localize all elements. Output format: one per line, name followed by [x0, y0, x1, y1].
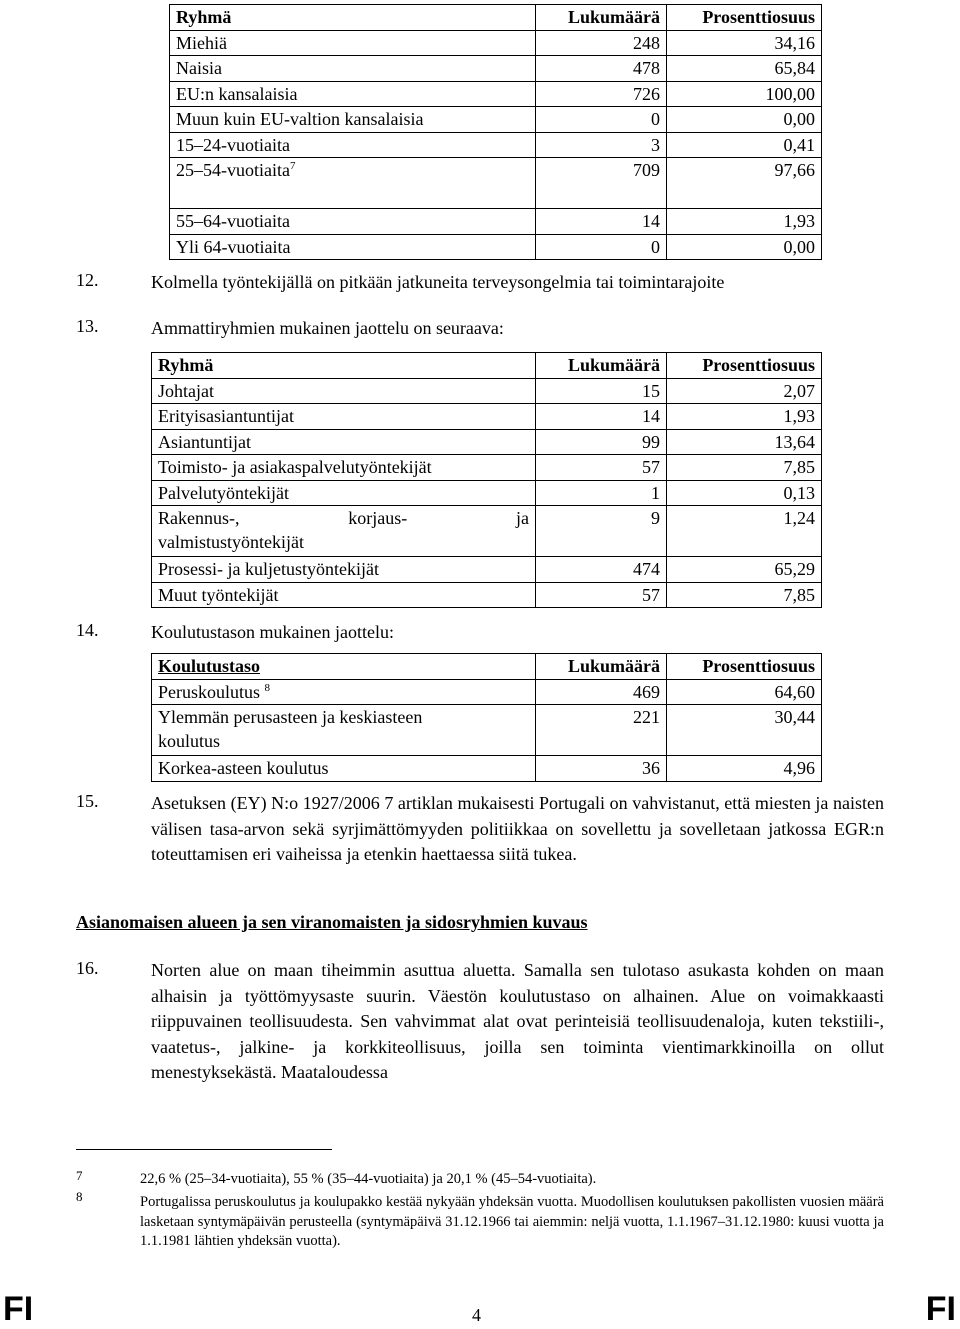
- percent-cell: 0,00: [667, 107, 822, 133]
- count-cell: 221: [536, 705, 667, 756]
- footnote-number: 7: [76, 1168, 83, 1183]
- education-table: [151, 653, 822, 782]
- table-row: [152, 582, 822, 608]
- occupation-cell: Asiantuntijat: [152, 429, 536, 455]
- education-label: Peruskoulutus: [158, 681, 261, 702]
- percent-cell: 97,66: [667, 158, 822, 209]
- header-cell: Lukumäärä: [536, 353, 667, 379]
- table-row: [152, 756, 822, 782]
- language-code-left: FI: [3, 1290, 34, 1328]
- group-cell: Muun kuin EU-valtion kansalaisia: [170, 107, 536, 133]
- count-cell: 474: [536, 557, 667, 583]
- occupation-cell: Palvelutyöntekijät: [152, 480, 536, 506]
- header-cell: Ryhmä: [170, 5, 536, 31]
- group-label: 25–54-vuotiaita: [176, 160, 290, 180]
- table-header-row: [152, 654, 822, 680]
- table-row: [152, 705, 822, 756]
- paragraph-number: 14.: [76, 620, 99, 640]
- section-heading: Asianomaisen alueen ja sen viranomaisten ja sidosryhmien kuvaus: [76, 912, 588, 932]
- header-cell: Lukumäärä: [536, 654, 667, 680]
- paragraph-text: Asetuksen (EY) N:o 1927/2006 7 artiklan mukaisesti Portugali on vahvistanut, että miesten ja naisten välisen tasa-arvon sekä syrjimättömyyden politiikkaa on sovellettu ja sovelletaan jatkossa EGR:n toteuttamisen eri vaiheissa ja etenkin haettaessa siitä tukea.: [151, 793, 884, 864]
- paragraph-text: Ammattiryhmien mukainen jaottelu on seuraava:: [151, 318, 504, 338]
- table-row: [170, 132, 822, 158]
- count-cell: 0: [536, 107, 667, 133]
- count-cell: 99: [536, 429, 667, 455]
- count-cell: 478: [536, 56, 667, 82]
- percent-cell: 0,00: [667, 234, 822, 260]
- percent-cell: 100,00: [667, 81, 822, 107]
- group-cell: EU:n kansalaisia: [170, 81, 536, 107]
- table-row: [170, 81, 822, 107]
- percent-cell: 1,24: [667, 506, 822, 557]
- occupation-label-line1: Rakennus-, korjaus- ja: [158, 508, 529, 528]
- footnote-ref: 7: [289, 160, 296, 172]
- group-cell: 55–64-vuotiaita: [170, 209, 536, 235]
- footnote-ref: 8: [264, 681, 271, 694]
- count-cell: 469: [536, 679, 667, 705]
- table-row: [152, 455, 822, 481]
- page-number: 4: [472, 1305, 481, 1325]
- education-cell: [152, 705, 536, 756]
- count-cell: 0: [536, 234, 667, 260]
- occupation-label-line2: valmistustyöntekijät: [158, 532, 304, 552]
- table-row: [152, 679, 822, 705]
- group-cell: 15–24-vuotiaita: [170, 132, 536, 158]
- table-row: [152, 378, 822, 404]
- education-cell: [152, 679, 536, 705]
- occupation-cell: Prosessi- ja kuljetustyöntekijät: [152, 557, 536, 583]
- group-cell: [170, 158, 536, 209]
- table-header-row: [170, 5, 822, 31]
- percent-cell: 64,60: [667, 679, 822, 705]
- table-row: [170, 107, 822, 133]
- paragraph-number: 12.: [76, 270, 99, 290]
- occupation-cell: Muut työntekijät: [152, 582, 536, 608]
- count-cell: 57: [536, 455, 667, 481]
- paragraph-text: Norten alue on maan tiheimmin asuttua aluetta. Samalla sen tulotaso asukasta kohden on maan alhaisin ja työttömyysaste suurin. Väestön koulutustaso on alhainen. Alue on voimakkaasti riippuvainen teollisuudesta. Sen vahvimmat alat ovat perinteisiä teollisuudenaloja, kuten tekstiili-, vaatetus-, jalkine- ja korkkiteollisuus, joilla sen toiminta vientimarkkinoilla on ollut menestyksekästä. Maataloudessa: [151, 960, 884, 1082]
- education-cell: Korkea-asteen koulutus: [152, 756, 536, 782]
- count-cell: 726: [536, 81, 667, 107]
- count-cell: 14: [536, 404, 667, 430]
- header-cell: Prosenttiosuus: [667, 5, 822, 31]
- percent-cell: 0,41: [667, 132, 822, 158]
- percent-cell: 7,85: [667, 455, 822, 481]
- occupation-cell: [152, 506, 536, 557]
- count-cell: 57: [536, 582, 667, 608]
- header-cell: Prosenttiosuus: [667, 353, 822, 379]
- table-row: [152, 429, 822, 455]
- occupation-cell: Toimisto- ja asiakaspalvelutyöntekijät: [152, 455, 536, 481]
- group-cell: Miehiä: [170, 30, 536, 56]
- education-label-line2: koulutus: [158, 731, 221, 751]
- footnote-text: Portugalissa peruskoulutus ja koulupakko kestää nykyään yhdeksän vuotta. Muodollisen koulutuksen pakollisten vuosien määrä lasketaan syntymäpäivän perusteella (syntymäpäivä 31.12.1966 tai aiemmin: neljä vuotta, 1.1.1967–31.12.1980: kuusi vuotta ja 1.1.1981 lähtien yhdeksän vuotta).: [140, 1194, 884, 1249]
- table-row: [170, 30, 822, 56]
- count-cell: 14: [536, 209, 667, 235]
- header-cell: Lukumäärä: [536, 5, 667, 31]
- header-cell: Prosenttiosuus: [667, 654, 822, 680]
- header-cell: Koulutustaso: [152, 654, 536, 680]
- table-row: [170, 158, 822, 209]
- table-row: [152, 557, 822, 583]
- percent-cell: 4,96: [667, 756, 822, 782]
- table-row: [152, 480, 822, 506]
- percent-cell: 65,84: [667, 56, 822, 82]
- percent-cell: 1,93: [667, 404, 822, 430]
- occupations-table: [151, 352, 822, 608]
- table-header-row: [152, 353, 822, 379]
- paragraph-number: 15.: [76, 791, 99, 811]
- footnote-number: 8: [76, 1189, 83, 1204]
- count-cell: 3: [536, 132, 667, 158]
- footnote-separator: [76, 1149, 332, 1150]
- paragraph-text: Koulutustason mukainen jaottelu:: [151, 622, 394, 642]
- percent-cell: 65,29: [667, 557, 822, 583]
- percent-cell: 7,85: [667, 582, 822, 608]
- groups-table: [169, 4, 822, 260]
- paragraph-text: Kolmella työntekijällä on pitkään jatkuneita terveysongelmia tai toimintarajoite: [151, 272, 725, 292]
- count-cell: 36: [536, 756, 667, 782]
- count-cell: 248: [536, 30, 667, 56]
- percent-cell: 0,13: [667, 480, 822, 506]
- percent-cell: 30,44: [667, 705, 822, 756]
- percent-cell: 34,16: [667, 30, 822, 56]
- table-row: [152, 506, 822, 557]
- table-row: [152, 404, 822, 430]
- percent-cell: 1,93: [667, 209, 822, 235]
- percent-cell: 13,64: [667, 429, 822, 455]
- table-row: [170, 234, 822, 260]
- paragraph-number: 13.: [76, 316, 99, 336]
- count-cell: 9: [536, 506, 667, 557]
- table-row: [170, 209, 822, 235]
- group-cell: Naisia: [170, 56, 536, 82]
- footnote-text: 22,6 % (25–34-vuotiaita), 55 % (35–44-vuotiaita) ja 20,1 % (45–54-vuotiaita).: [140, 1171, 597, 1187]
- count-cell: 1: [536, 480, 667, 506]
- group-cell: Yli 64-vuotiaita: [170, 234, 536, 260]
- occupation-cell: Johtajat: [152, 378, 536, 404]
- paragraph-number: 16.: [76, 958, 99, 978]
- occupation-cell: Erityisasiantuntijat: [152, 404, 536, 430]
- header-cell: Ryhmä: [152, 353, 536, 379]
- language-code-right: FI: [925, 1290, 956, 1328]
- table-row: [170, 56, 822, 82]
- count-cell: 15: [536, 378, 667, 404]
- education-label-line1: Ylemmän perusasteen ja keskiasteen: [158, 707, 423, 727]
- count-cell: 709: [536, 158, 667, 209]
- percent-cell: 2,07: [667, 378, 822, 404]
